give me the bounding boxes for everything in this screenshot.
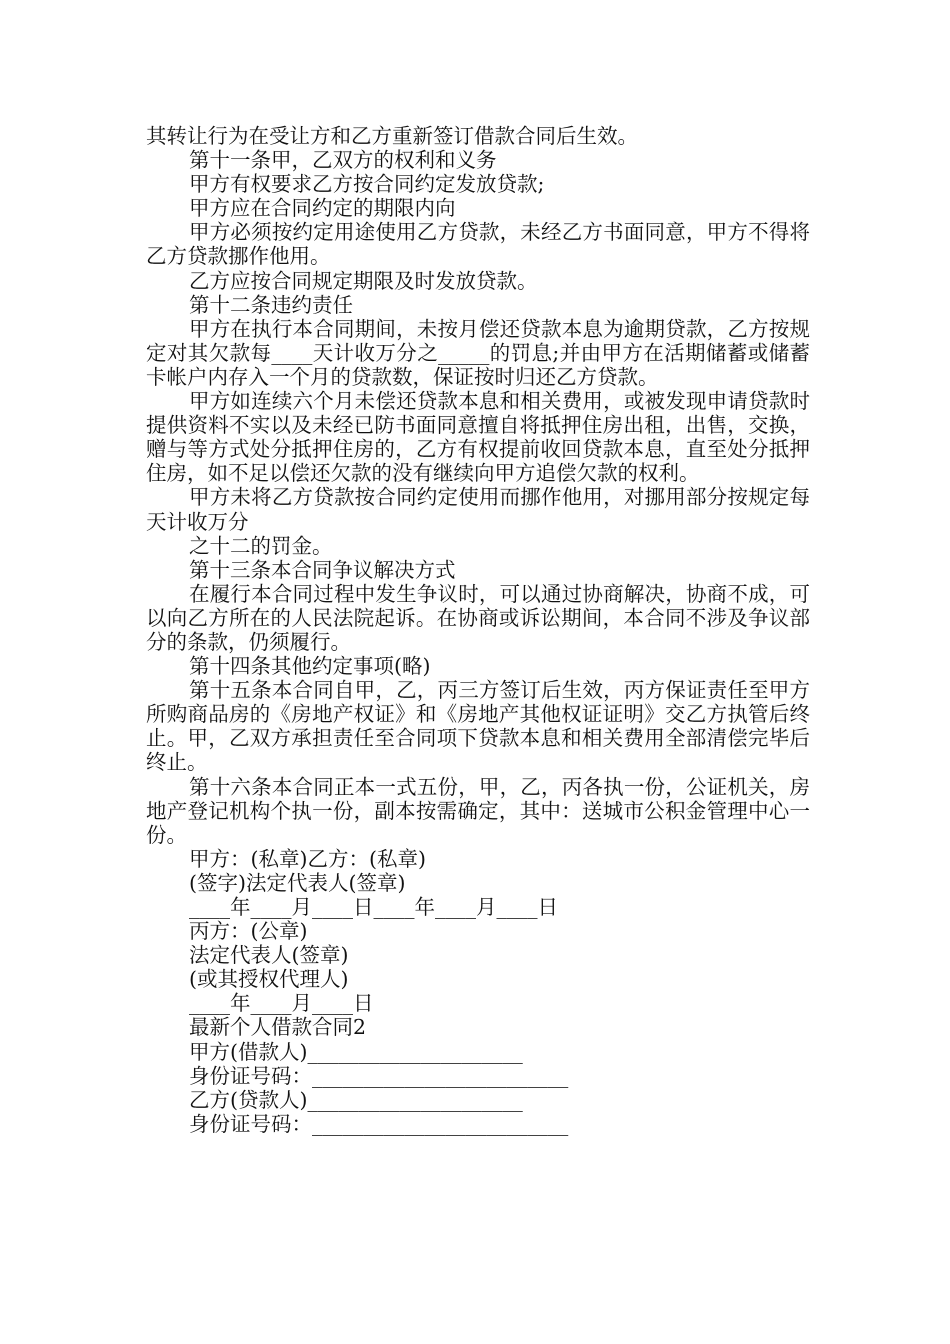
paragraph-transfer-effect: 其转让行为在受让方和乙方重新签订借款合同后生效。 (146, 124, 638, 148)
paragraph-party-b-duty: 乙方应按合同规定期限及时发放贷款。 (189, 268, 538, 293)
signature-party-a-b: 甲方：(私章)乙方：(私章) (189, 846, 426, 871)
signature-date-a-b: ____年____月____日____年____月____日 (189, 895, 558, 919)
paragraph-party-a-duty: 甲方应在合同约定的期限内向 (189, 196, 456, 221)
paragraph-early-recovery: 甲方如连续六个月未偿还贷款本息和相关费用，或被发现申请贷款时提供资料不实以及未经已防书面同意擅自将抵押住房出租，出售，交换，赠与等方式处分抵押住房的，乙方有权提前收回贷款本息，直至处分抵押住房，如不足以偿还欠款的没有继续向甲方追偿欠款的权利。 (146, 389, 810, 486)
signature-party-c-agent: (或其授权代理人) (189, 967, 349, 992)
paragraph-overdue-penalty: 甲方在执行本合同期间，未按月偿还贷款本息为逾期贷款，乙方按规定对其欠款每____天计收万分之_____的罚息;并由甲方在活期储蓄或储蓄卡帐户内存入一个月的贷款数，保证按时归还乙方贷款。 (146, 316, 810, 389)
paragraph-misuse-penalty-cont: 之十二的罚金。 (189, 533, 333, 558)
clause-11-title: 第十一条甲，乙双方的权利和义务 (189, 148, 497, 173)
clause-14-title: 第十四条其他约定事项(略) (189, 654, 431, 679)
clause-15-text: 第十五条本合同自甲，乙，丙三方签订后生效，丙方保证责任至甲方所购商品房的《房地产权证》和《房地产其他权证证明》交乙方执管后终止。甲，乙双方承担责任至合同项下贷款本息和相关费用全部清偿完毕后终止。 (146, 678, 810, 775)
clause-16-text: 第十六条本合同正本一式五份，甲，乙，丙各执一份，公证机关，房地产登记机构个执一份，副本按需确定，其中：送城市公积金管理中心一份。 (146, 774, 810, 847)
paragraph-misuse-penalty: 甲方未将乙方贷款按合同约定使用而挪作他用，对挪用部分按规定每天计收万分 (146, 485, 810, 534)
paragraph-party-a-right: 甲方有权要求乙方按合同约定发放贷款; (189, 172, 545, 197)
field-lender: 乙方(贷款人)_____________________ (189, 1087, 523, 1112)
signature-party-c: 丙方：(公章) (189, 919, 308, 944)
field-lender-id: 身份证号码：_________________________ (189, 1111, 569, 1136)
paragraph-loan-usage: 甲方必须按约定用途使用乙方贷款，未经乙方书面同意，甲方不得将乙方贷款挪作他用。 (146, 220, 810, 269)
signature-date-c: ____年____月____日 (189, 991, 374, 1016)
signature-representative: (签字)法定代表人(签章) (189, 870, 406, 895)
field-borrower-id: 身份证号码：_________________________ (189, 1063, 569, 1088)
signature-party-c-representative: 法定代表人(签章) (189, 943, 349, 968)
clause-12-title: 第十二条违约责任 (189, 292, 353, 317)
clause-13-title: 第十三条本合同争议解决方式 (189, 557, 456, 582)
contract-2-title: 最新个人借款合同2 (189, 1015, 367, 1040)
document-page (146, 124, 810, 1136)
field-borrower: 甲方(借款人)_____________________ (189, 1039, 523, 1064)
paragraph-dispute-resolution: 在履行本合同过程中发生争议时，可以通过协商解决，协商不成，可以向乙方所在的人民法院起诉。在协商或诉讼期间，本合同不涉及争议部分的条款，仍须履行。 (146, 581, 810, 654)
